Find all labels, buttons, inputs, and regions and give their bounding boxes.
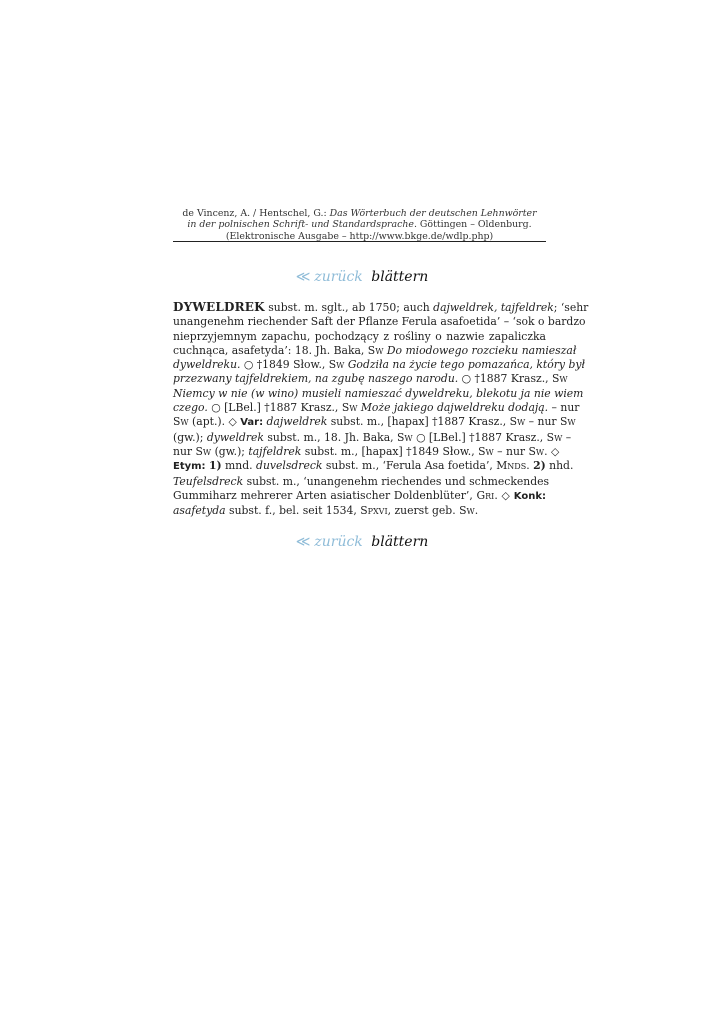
konk-label: Konk: xyxy=(513,490,546,502)
entry-line: Gummiharz mehrerer Arten asiatischer Doldenblüter’, Gri. ◇ Konk: xyxy=(173,488,546,502)
citation-line-2: in der polnischen Schrift- und Standardsprache. Göttingen – Oldenburg. xyxy=(187,219,532,231)
etym-label: Etym: xyxy=(173,461,206,473)
entry-line: przezwany tajfeldrekiem, na zgubę naszego narodu. ○ †1887 Krasz., Sw xyxy=(173,372,568,386)
citation-line-1: de Vincenz, A. / Hentschel, G.: Das Wörterbuch der deutschen Lehnwörter xyxy=(182,208,537,219)
entry-line: Etym: 1) mnd. duvelsdreck subst. m., ‘Ferula Asa foetida’, Mnds. 2) nhd. xyxy=(173,459,574,473)
entry-line: DYWELDREK subst. m. sglt., ab 1750; auch dajweldrek, tajfeldrek; ‘sehr xyxy=(173,300,589,314)
var-label: Var: xyxy=(240,417,264,429)
back-link-top[interactable]: ≪ zurück xyxy=(295,269,363,285)
entry-line: Niemcy w nie (w wino) musieli namieszać dyweldreku, blekotu ja nie wiem xyxy=(173,386,584,400)
double-left-arrow-icon: ≪ xyxy=(295,534,311,550)
entry-line: czego. ○ [LBel.] †1887 Krasz., Sw Może jakiego dajweldreku dodają. – nur xyxy=(173,401,580,415)
entry-line: nur Sw (gw.); tajfeldrek subst. m., [hapax] †1849 Słow., Sw – nur Sw. ◇ xyxy=(173,444,560,458)
entry-line: dyweldreku. ○ †1849 Słow., Sw Godziła na życie tego pomazańca, który był xyxy=(173,358,585,372)
header-rule xyxy=(173,241,546,242)
citation-line-3: (Elektronische Ausgabe – http://www.bkge.de/wdlp.php) xyxy=(225,230,494,242)
nav-bottom xyxy=(0,534,724,550)
double-left-arrow-icon: ≪ xyxy=(295,269,311,285)
back-link-bottom[interactable]: ≪ zurück xyxy=(295,534,363,550)
entry-line: nieprzyjemnym zapachu, pochodzący z rośliny o nazwie zapaliczka xyxy=(173,329,546,343)
entry-line: unangenehm riechender Saft der Pflanze Ferula asafoetida’ – ‘sok o bardzo xyxy=(173,315,586,329)
dictionary-entry xyxy=(173,300,589,518)
entry-line: (gw.); dyweldrek subst. m., 18. Jh. Baka, Sw ○ [LBel.] †1887 Krasz., Sw – xyxy=(173,430,572,444)
entry-headword: DYWELDREK xyxy=(173,300,265,314)
entry-line: asafetyda subst. f., bel. seit 1534, Spxvi, zuerst geb. Sw. xyxy=(173,504,479,518)
browse-link-top[interactable]: blättern xyxy=(371,269,429,285)
browse-link-bottom[interactable]: blättern xyxy=(371,534,429,550)
entry-line: Teufelsdreck subst. m., ‘unangenehm riechendes und schmeckendes xyxy=(173,474,550,488)
citation-header xyxy=(173,208,546,242)
nav-top xyxy=(0,269,724,285)
entry-line: Sw (apt.). ◇ Var: dajweldrek subst. m., [hapax] †1887 Krasz., Sw – nur Sw xyxy=(173,415,576,429)
entry-line: cuchnąca, asafetyda’: 18. Jh. Baka, Sw Do miodowego rozcieku namieszał xyxy=(173,343,577,357)
